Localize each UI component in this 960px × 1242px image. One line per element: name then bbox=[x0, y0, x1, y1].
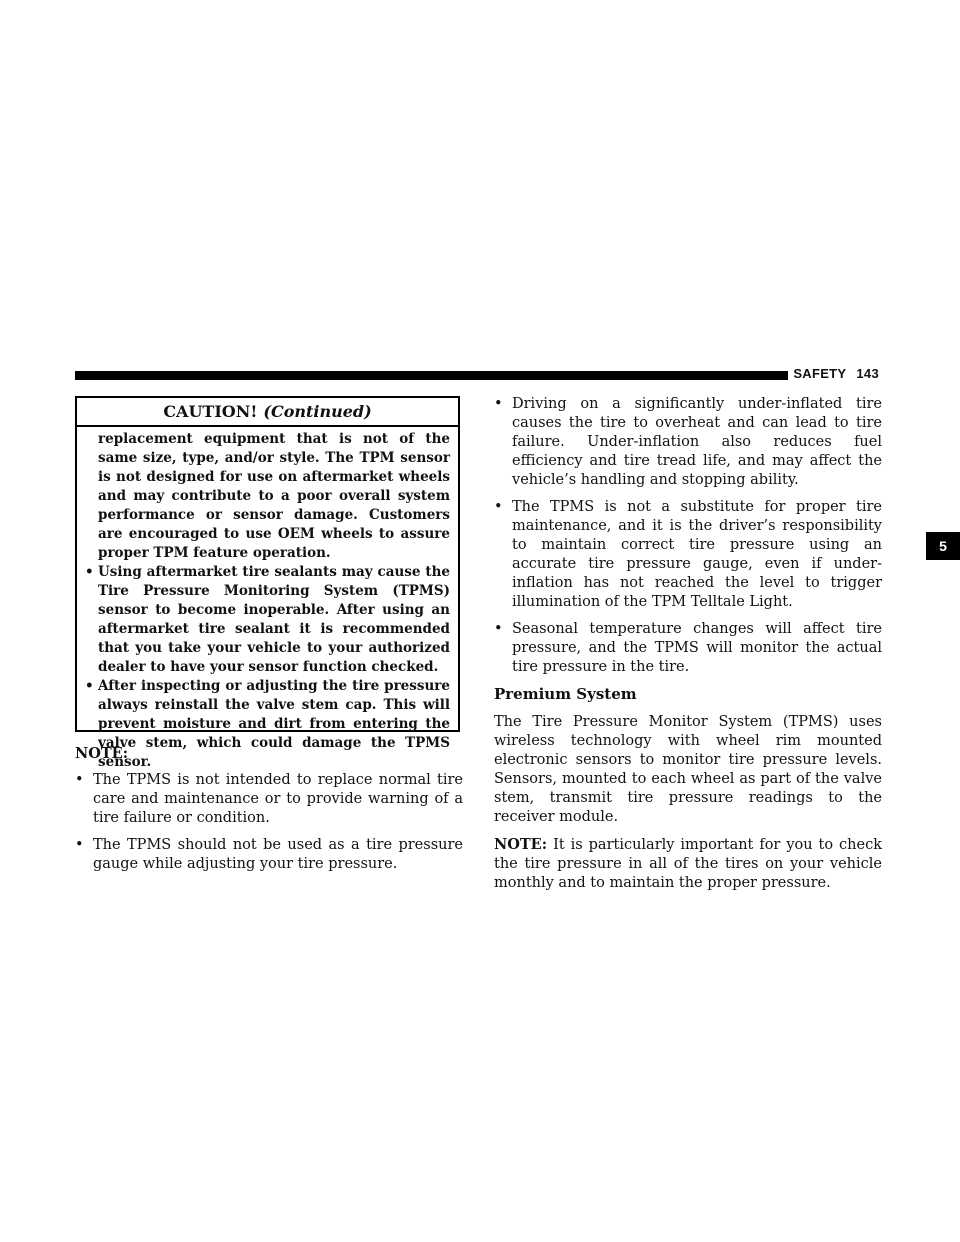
note-heading: NOTE: bbox=[75, 745, 129, 762]
bullet-icon: • bbox=[85, 678, 94, 694]
left-column bbox=[75, 744, 463, 882]
body-bullet: • Driving on a significantly under-inflated tire causes the tire to overheat and can lead to tire failure. Under-inflation also reduces fuel efficiency and tire tread life, and may affect the vehicle’s handling and stopping ability. bbox=[494, 396, 882, 488]
caution-title bbox=[77, 398, 458, 427]
right-column bbox=[494, 395, 882, 901]
bullet-icon: • bbox=[75, 837, 84, 853]
bullet-icon: • bbox=[494, 396, 503, 412]
premium-system-paragraph: The Tire Pressure Monitor System (TPMS) uses wireless technology with wheel rim mounted electronic sensors to monitor tire pressure levels. Sensors, mounted to each wheel as part of the valve stem, transmit tire pressure readings to the receiver module. bbox=[494, 714, 882, 825]
note-text: It is particularly important for you to check the tire pressure in all of the tires on your vehicle monthly and to maintain the proper pressure. bbox=[494, 837, 882, 891]
body-bullet: • The TPMS is not a substitute for proper tire maintenance, and it is the driver’s responsibility to maintain correct tire pressure using an accurate tire pressure gauge, even if under-inflation has not reached the level to trigger illumination of the TPM Telltale Light. bbox=[494, 499, 882, 610]
page-number: 143 bbox=[856, 366, 879, 381]
body-bullet: • Seasonal temperature changes will affect tire pressure, and the TPMS will monitor the actual tire pressure in the tire. bbox=[494, 621, 882, 675]
note-bullet: • The TPMS is not intended to replace normal tire care and maintenance or to provide warning of a tire failure or condition. bbox=[75, 772, 463, 826]
header-rule bbox=[75, 371, 788, 380]
bullet-icon: • bbox=[85, 564, 94, 580]
caution-continuation: replacement equipment that is not of the same size, type, and/or style. The TPM sensor is not designed for use on aftermarket wheels and may contribute to a poor overall system performance or sensor damage. Customers are encouraged to use OEM wheels to assure proper TPM feature operation. bbox=[98, 431, 450, 561]
running-header bbox=[793, 366, 879, 381]
chapter-tab: 5 bbox=[926, 532, 960, 560]
caution-bullet: • Using aftermarket tire sealants may cause the Tire Pressure Monitoring System (TPMS) sensor to become inoperable. After using an aftermarket tire sealant it is recommended that you take your vehicle to your authorized dealer to have your sensor function checked. bbox=[85, 564, 450, 675]
caution-body bbox=[77, 427, 458, 772]
caution-bullet: • After inspecting or adjusting the tire pressure always reinstall the valve stem cap. This will prevent moisture and dirt from entering the valve stem, which could damage the TPMS sensor. bbox=[85, 678, 450, 770]
bullet-icon: • bbox=[494, 499, 503, 515]
bullet-icon: • bbox=[75, 772, 84, 788]
note-paragraph bbox=[494, 835, 882, 893]
premium-system-heading: Premium System bbox=[494, 685, 637, 703]
caution-label: CAUTION! bbox=[163, 402, 258, 421]
bullet-icon: • bbox=[494, 621, 503, 637]
note-bullet: • The TPMS should not be used as a tire pressure gauge while adjusting your tire pressure. bbox=[75, 837, 463, 872]
caution-continued: (Continued) bbox=[263, 402, 372, 421]
note-label: NOTE: bbox=[494, 836, 548, 853]
section-title: SAFETY bbox=[793, 366, 847, 381]
